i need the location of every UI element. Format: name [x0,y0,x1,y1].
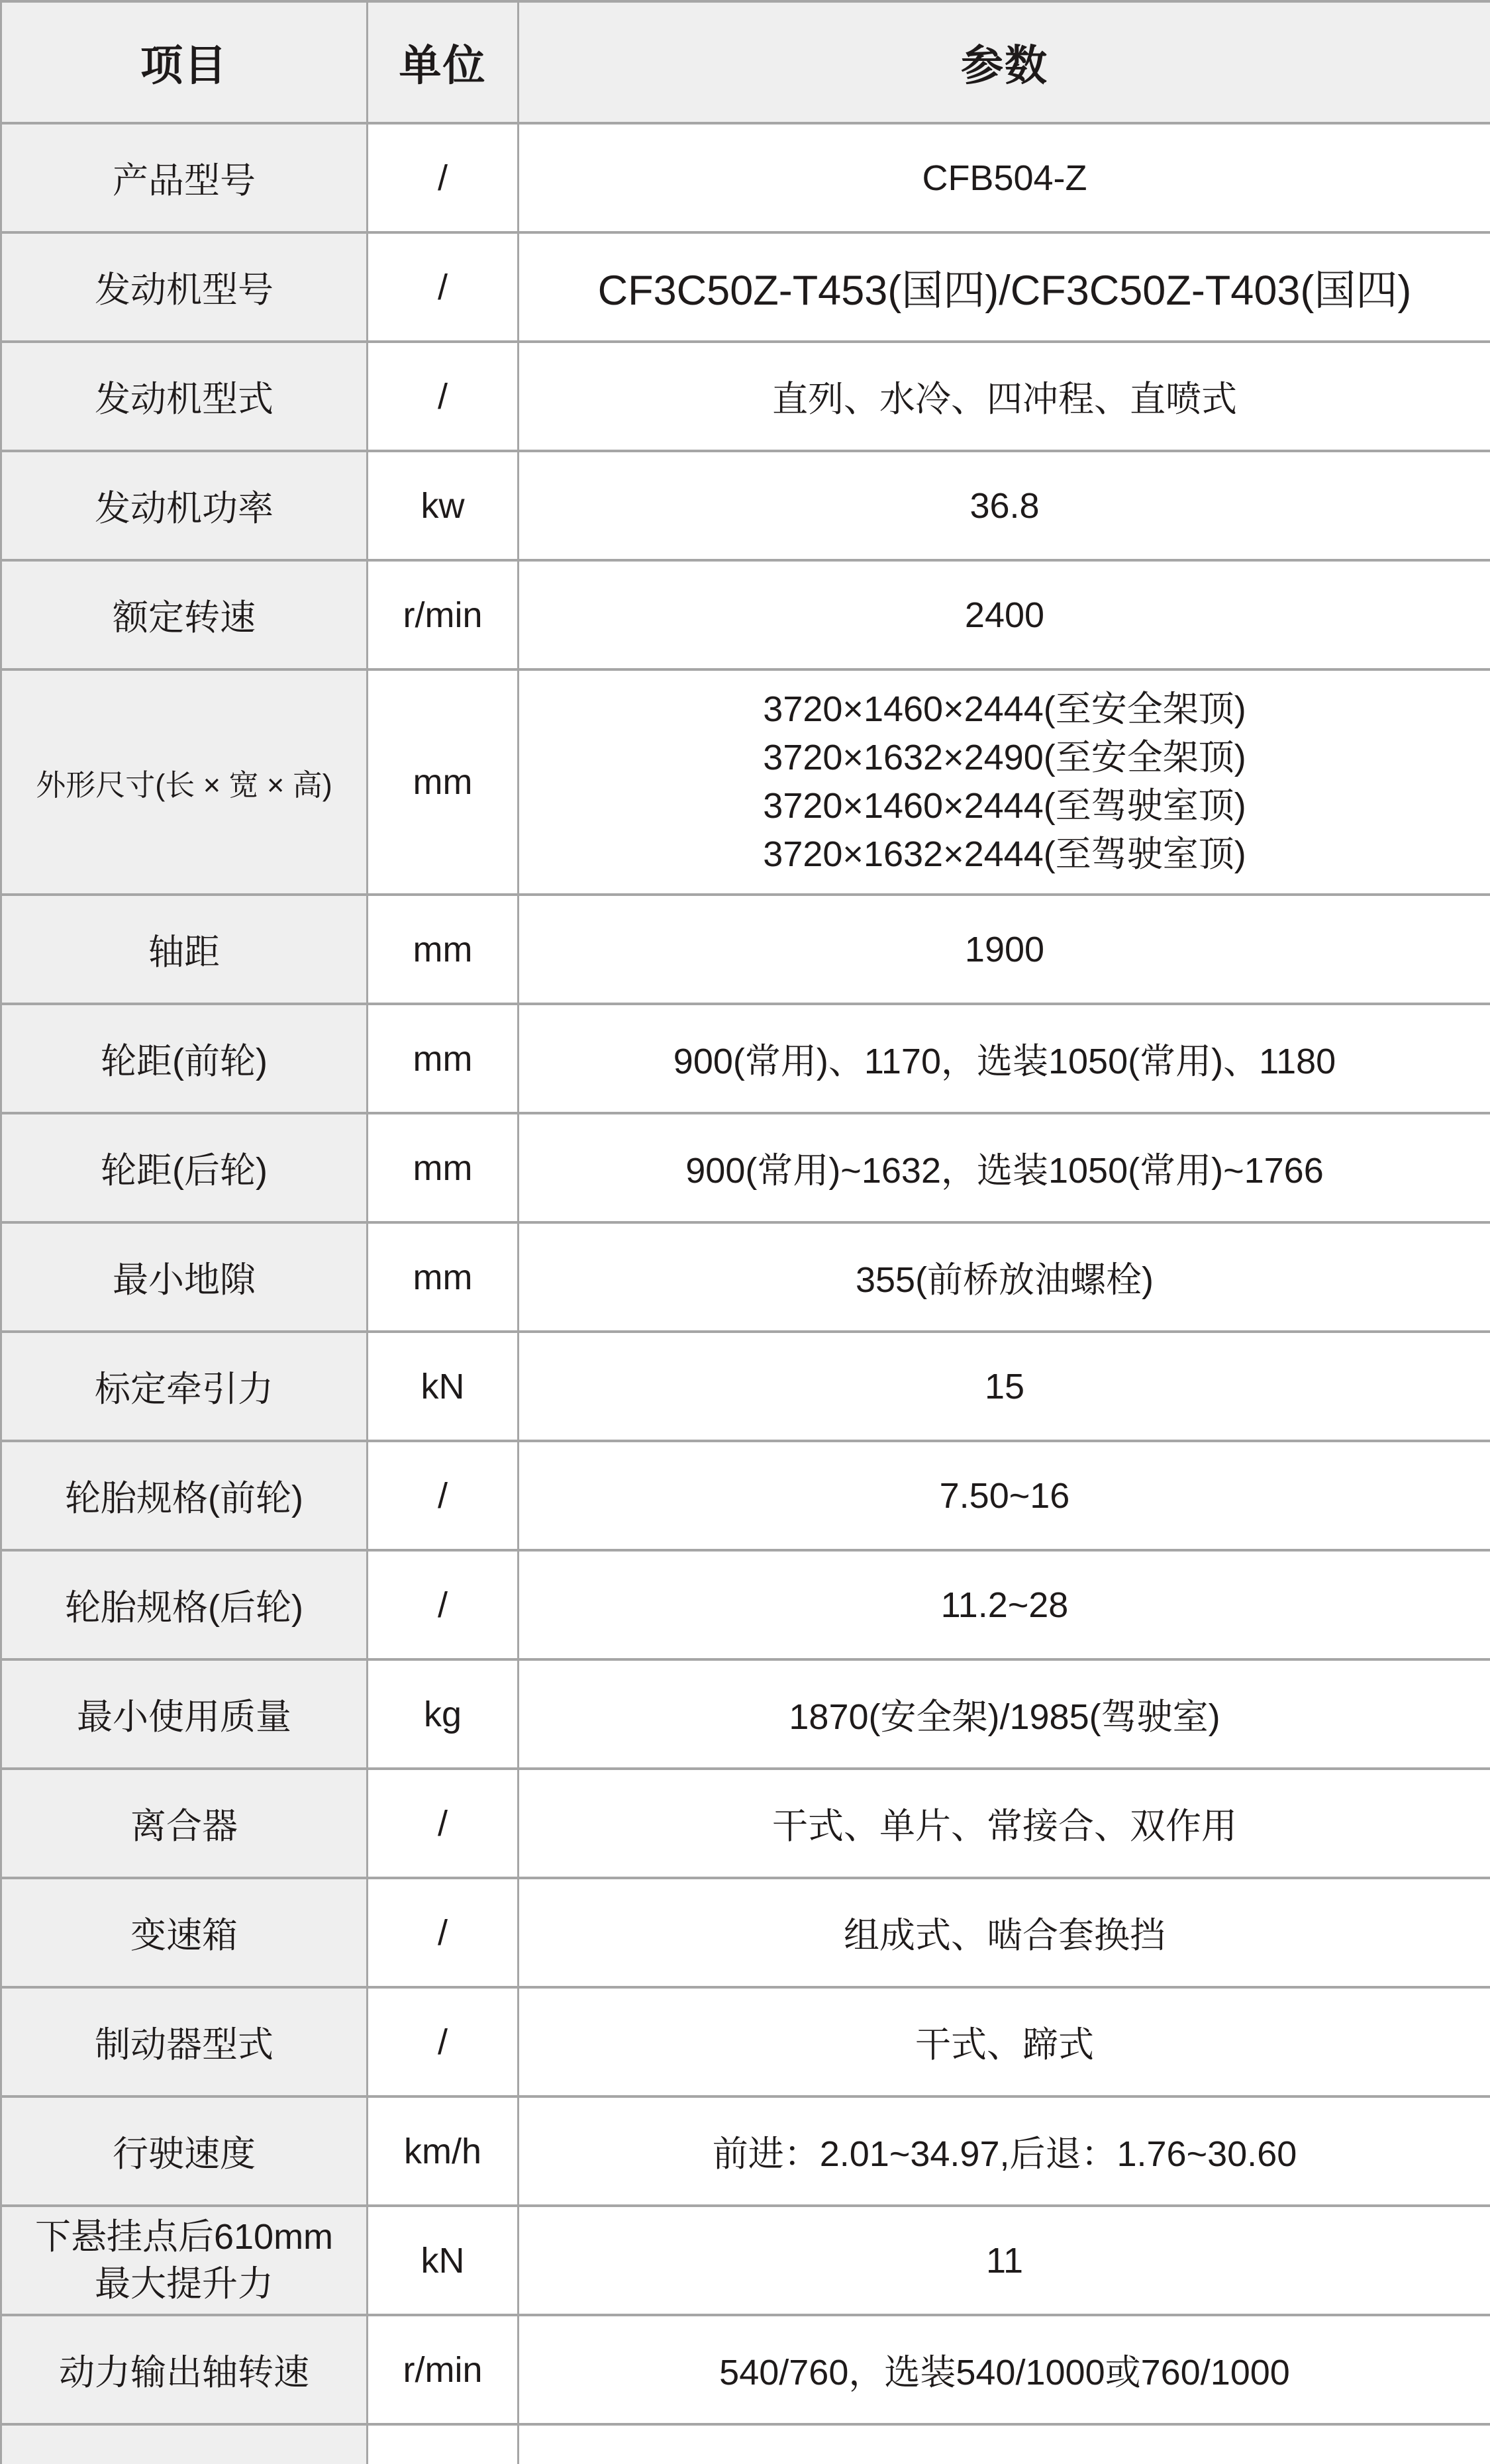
item-cell: 动力输出轴转速 [1,2315,368,2424]
value-line: 3720×1632×2490(至安全架顶) [526,734,1483,782]
table-row [1,1222,1490,1332]
unit-cell: / [368,1550,519,1659]
table-row [1,895,1490,1004]
value-cell: 1900 [519,895,1490,1004]
value-cell: 900(常用)、1170，选装1050(常用)、1180 [519,1004,1490,1113]
unit-cell: kN [368,2206,519,2315]
item-cell: 标定牵引力 [1,1332,368,1441]
value-line: 3720×1460×2444(至安全架顶) [526,685,1483,734]
unit-cell: / [368,1441,519,1550]
unit-cell: mm [368,1113,519,1222]
item-cell: 外形尺寸(长 × 宽 × 高) [1,669,368,895]
value-cell: 540/760，选装540/1000或760/1000 [519,2315,1490,2424]
item-cell: 制动器型式 [1,1987,368,2096]
table-row [1,123,1490,232]
value-cell: 2400 [519,560,1490,669]
table-row [1,1987,1490,2096]
unit-cell: mm [368,1004,519,1113]
table-row-clipped [1,2424,1490,2464]
item-cell: 离合器 [1,1769,368,1878]
value-cell: 355(前桥放油螺栓) [519,1222,1490,1332]
header-unit: 单位 [368,1,519,123]
value-cell: 1870(安全架)/1985(驾驶室) [519,1659,1490,1769]
item-cell [1,2424,368,2464]
header-item: 项目 [1,1,368,123]
table-row [1,2315,1490,2424]
unit-cell: mm [368,669,519,895]
item-cell: 最小使用质量 [1,1659,368,1769]
table-row [1,2206,1490,2315]
value-cell: 900(常用)~1632，选装1050(常用)~1766 [519,1113,1490,1222]
unit-cell: r/min [368,2315,519,2424]
table-row [1,1441,1490,1550]
value-line: 3720×1632×2444(至驾驶室顶) [526,830,1483,879]
value-cell [519,2424,1490,2464]
item-cell: 轮胎规格(后轮) [1,1550,368,1659]
table-row [1,669,1490,895]
item-cell: 发动机功率 [1,451,368,560]
table-row [1,1113,1490,1222]
item-cell [1,2206,368,2315]
table-row [1,1332,1490,1441]
value-cell: 36.8 [519,451,1490,560]
unit-cell: mm [368,1222,519,1332]
item-cell: 轮距(后轮) [1,1113,368,1222]
value-cell: 15 [519,1332,1490,1441]
table-row [1,1878,1490,1987]
table-row [1,1550,1490,1659]
item-cell: 轮胎规格(前轮) [1,1441,368,1550]
value-cell: 11.2~28 [519,1550,1490,1659]
item-line: 最大提升力 [9,2261,360,2307]
table-row [1,1004,1490,1113]
table-row [1,342,1490,451]
value-cell: 前进：2.01~34.97,后退：1.76~30.60 [519,2096,1490,2206]
spec-table-body [1,123,1490,2464]
value-cell: 干式、单片、常接合、双作用 [519,1769,1490,1878]
item-cell: 最小地隙 [1,1222,368,1332]
unit-cell: km/h [368,2096,519,2206]
unit-cell: r/min [368,560,519,669]
unit-cell [368,2424,519,2464]
unit-cell: / [368,1878,519,1987]
unit-cell: / [368,1987,519,2096]
table-row [1,1659,1490,1769]
unit-cell: / [368,232,519,342]
table-row [1,451,1490,560]
header-row [1,1,1490,123]
table-row [1,2096,1490,2206]
unit-cell: kN [368,1332,519,1441]
value-cell: CF3C50Z-T453(国四)/CF3C50Z-T403(国四) [519,232,1490,342]
item-line: 下悬挂点后610mm [9,2214,360,2260]
item-cell: 轴距 [1,895,368,1004]
value-cell: 11 [519,2206,1490,2315]
table-row [1,560,1490,669]
unit-cell: / [368,342,519,451]
value-cell: CFB504-Z [519,123,1490,232]
value-cell: 7.50~16 [519,1441,1490,1550]
unit-cell: kg [368,1659,519,1769]
table-row [1,232,1490,342]
item-cell: 发动机型式 [1,342,368,451]
value-cell: 直列、水冷、四冲程、直喷式 [519,342,1490,451]
unit-cell: mm [368,895,519,1004]
value-line: 3720×1460×2444(至驾驶室顶) [526,782,1483,830]
value-cell: 组成式、啮合套换挡 [519,1878,1490,1987]
item-cell: 轮距(前轮) [1,1004,368,1113]
unit-cell: / [368,1769,519,1878]
value-cell: 干式、蹄式 [519,1987,1490,2096]
value-cell [519,669,1490,895]
header-param: 参数 [519,1,1490,123]
item-cell: 行驶速度 [1,2096,368,2206]
table-row [1,1769,1490,1878]
unit-cell: / [368,123,519,232]
item-cell: 发动机型号 [1,232,368,342]
item-cell: 额定转速 [1,560,368,669]
item-cell: 产品型号 [1,123,368,232]
item-cell: 变速箱 [1,1878,368,1987]
unit-cell: kw [368,451,519,560]
